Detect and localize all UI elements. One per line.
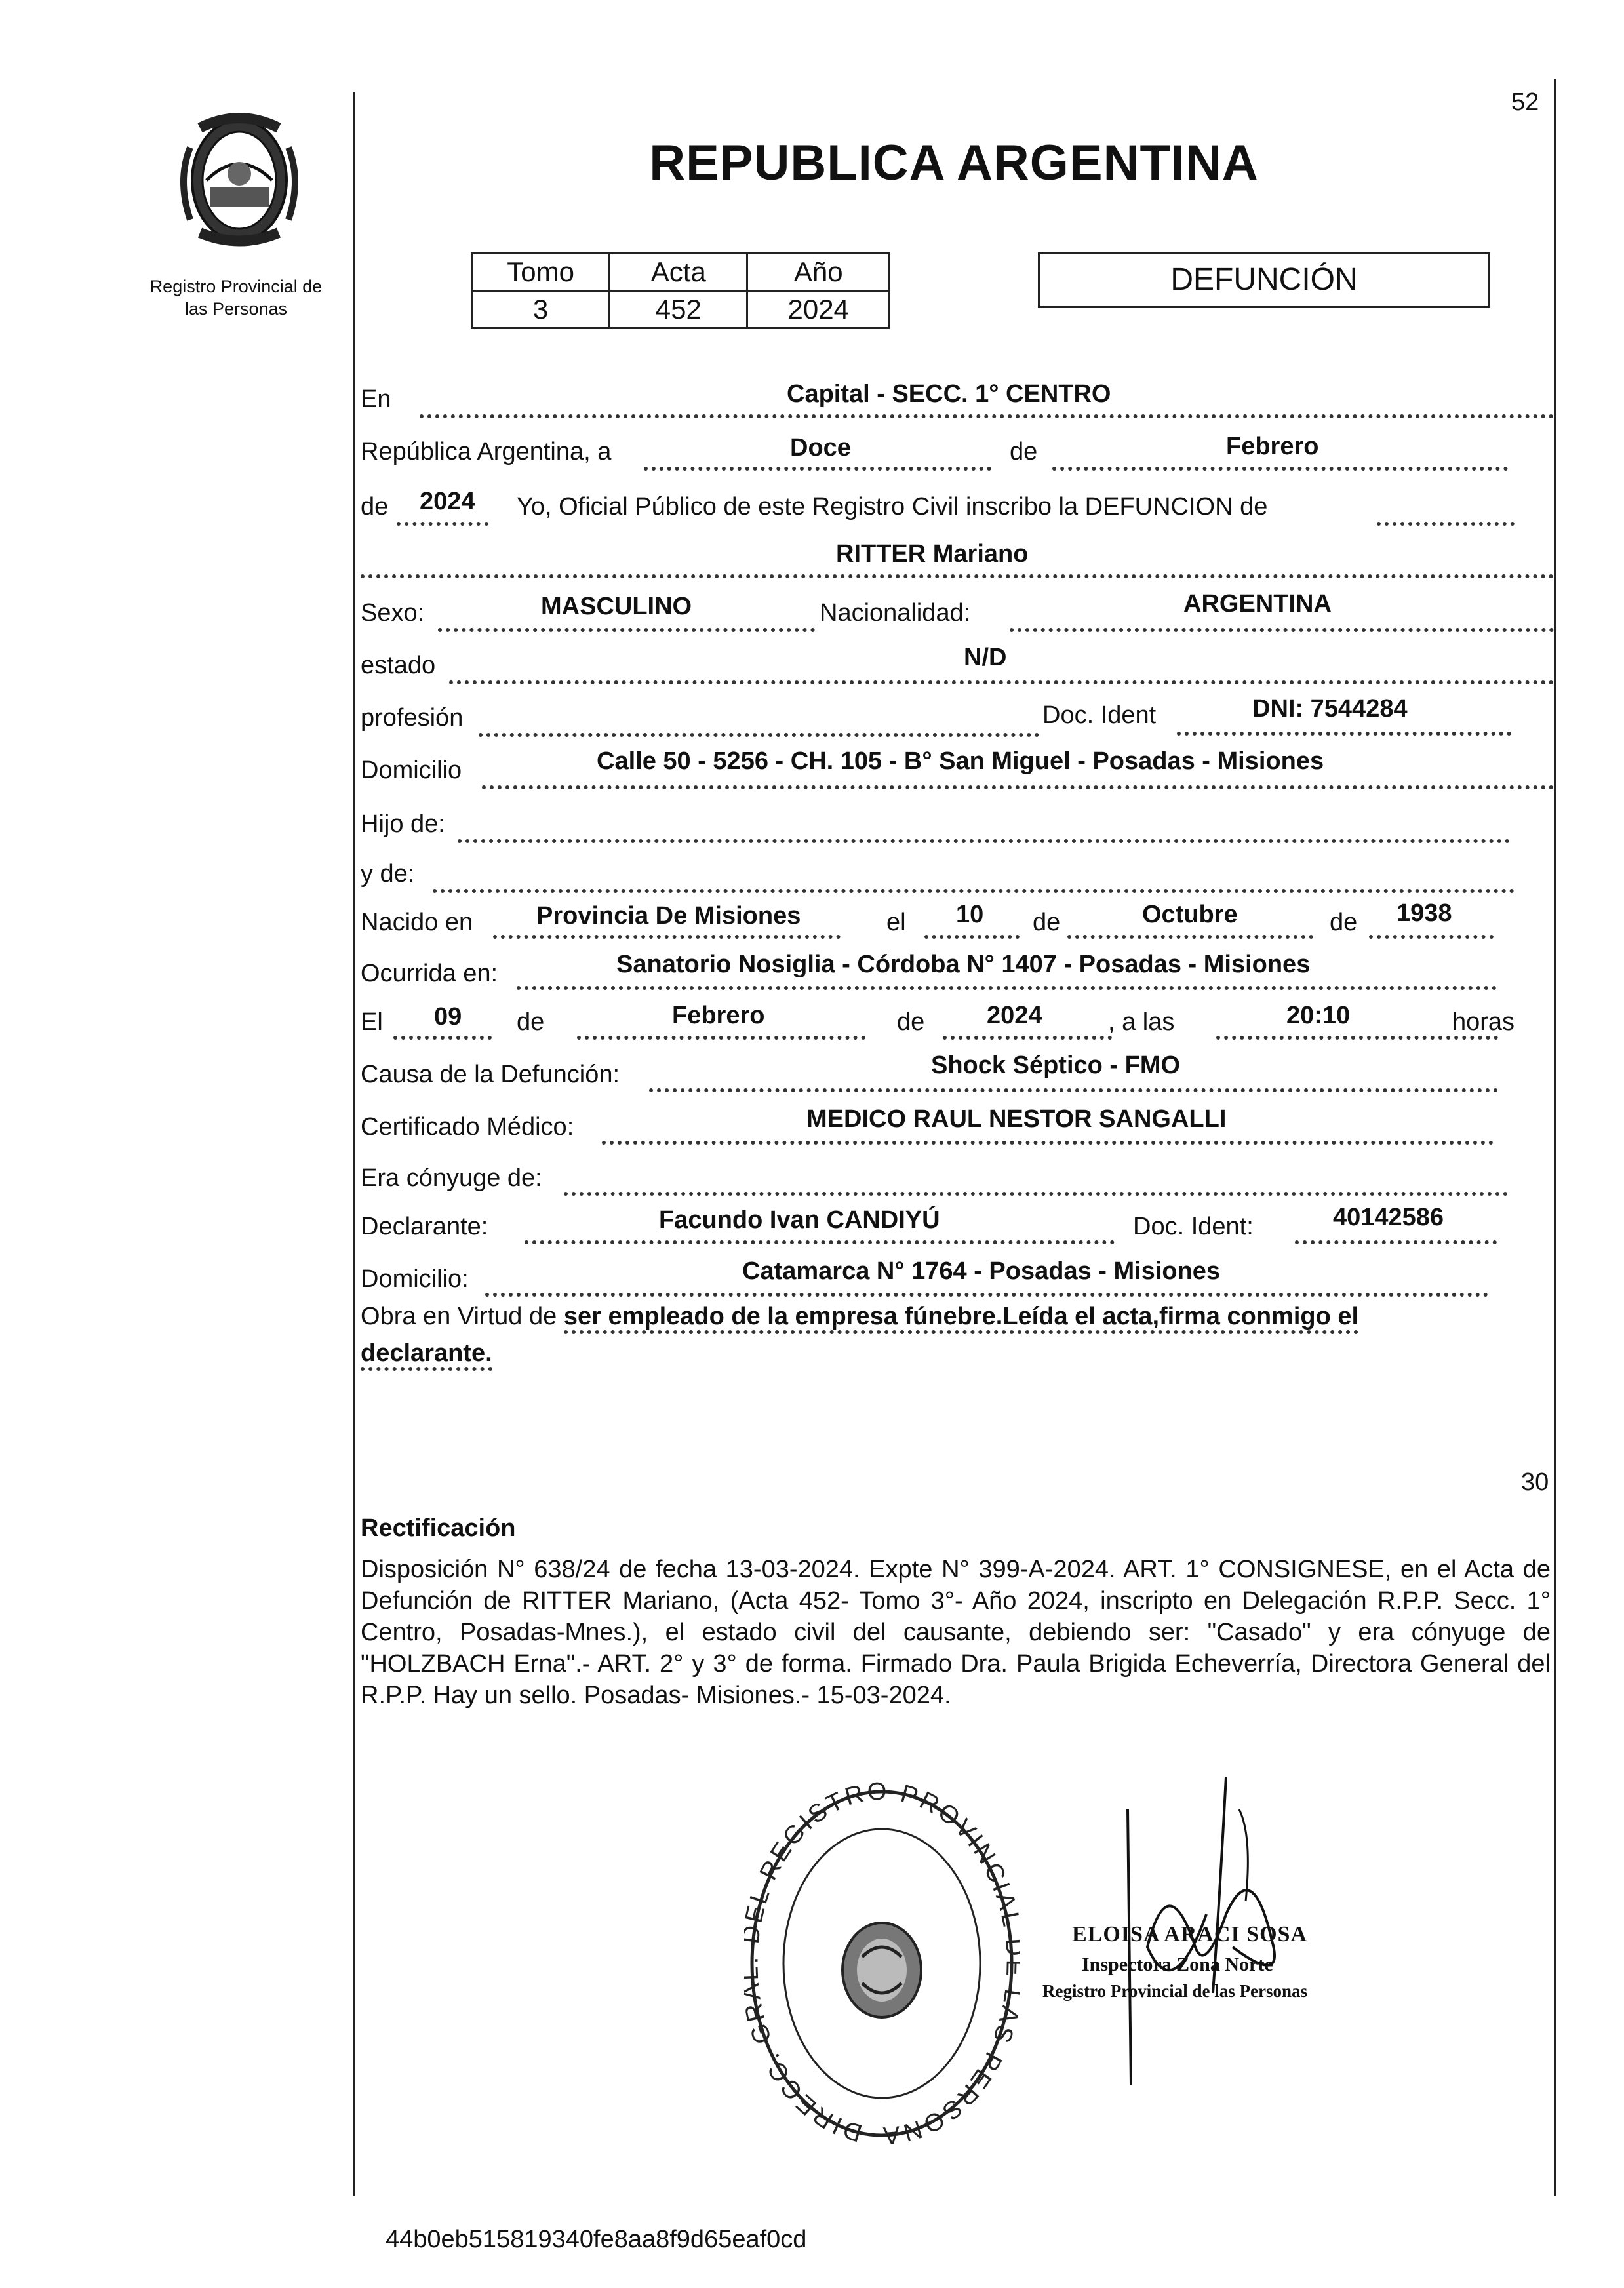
decl-doc-label: Doc. Ident:: [1133, 1213, 1254, 1240]
acta-value: 452: [610, 291, 747, 328]
mes-value: Febrero: [1226, 433, 1319, 460]
def-anio: 2024: [987, 1002, 1042, 1029]
causa-label: Causa de la Defunción:: [361, 1061, 620, 1088]
en-dots: [420, 414, 1554, 418]
declarante-value: Facundo Ivan CANDIYÚ: [659, 1206, 940, 1234]
row-en: [0, 380, 1624, 420]
row-estado: [0, 644, 1624, 683]
signatory-org: Registro Provincial de las Personas: [1042, 1981, 1307, 2001]
row-declarante: [0, 1200, 1624, 1239]
yo-text: Yo, Oficial Público de este Registro Civil inscribo la DEFUNCION de: [517, 493, 1268, 521]
def-el-label: El: [361, 1008, 383, 1036]
rectificacion-text: Disposición N° 638/24 de fecha 13-03-2024. Expte N° 399-A-2024. ART. 1° CONSIGNESE, en el Acta de Defunción de RITTER Mariano, (Acta 452- Tomo 3°- Año 2024, inscripto en Delegación R.P.P. Secc. 1° Centro, Posadas-Mnes.), el estado civil del causante, debiendo ser: "Casado" y era cónyuge de "HOLZBACH Erna".- ART. 2° y 3° de forma. Firmado Dra. Paula Brigida Echeverría, Directora General del R.P.P. Hay un sello. Posadas- Misiones.- 15-03-2024.: [361, 1556, 1551, 1709]
anio-value: 2024: [747, 291, 890, 328]
estado-dots: [449, 680, 1554, 684]
ocurrida-value: Sanatorio Nosiglia - Córdoba N° 1407 - Posadas - Misiones: [616, 951, 1311, 978]
decl-doc-value: 40142586: [1333, 1204, 1444, 1231]
hijo-dots: [458, 839, 1510, 843]
signatory-name: ELOISA ARACI SOSA: [1072, 1922, 1308, 1946]
def-dia-dots: [393, 1036, 492, 1040]
nac-dia-dots: [924, 935, 1020, 939]
en-label: En: [361, 385, 391, 413]
misiones-coat-of-arms-icon: [164, 108, 315, 252]
republica-label: República Argentina, a: [361, 438, 612, 465]
nac-de1-label: de: [1033, 909, 1061, 936]
decl-dom-dots: [485, 1293, 1488, 1297]
official-stamp-icon: [744, 1780, 1020, 2147]
anio-header: Año: [747, 254, 890, 291]
nac-dia: 10: [956, 901, 984, 928]
row-fecha-defuncion: [0, 995, 1624, 1035]
yde-label: y de:: [361, 860, 415, 888]
nac-anio-dots: [1369, 935, 1494, 939]
row-nacido: [0, 893, 1624, 936]
nacionalidad-label: Nacionalidad:: [820, 599, 971, 627]
stamp-text: DIRECC. G L REGISTRO PROVINCIA S PERSONA: [744, 1780, 1020, 2147]
estado-label: estado: [361, 652, 436, 679]
declarante-label: Declarante:: [361, 1213, 488, 1240]
registro-line2: las Personas: [184, 299, 288, 319]
row-certificado: [0, 1100, 1624, 1139]
certificado-label: Certificado Médico:: [361, 1113, 574, 1141]
page-number: 52: [1511, 89, 1539, 116]
anio-value: 2024: [420, 488, 475, 515]
profesion-label: profesión: [361, 704, 464, 732]
document-hash: 44b0eb515819340fe8aa8f9d65eaf0cd: [386, 2226, 807, 2253]
de-label: de: [1010, 438, 1038, 465]
tomo-value: 3: [472, 291, 610, 328]
domicilio-value: Calle 50 - 5256 - CH. 105 - B° San Miguel - Posadas - Misiones: [597, 747, 1324, 775]
decl-dom-label: Domicilio:: [361, 1265, 469, 1293]
row-causa: [0, 1048, 1624, 1087]
def-hora: 20:10: [1286, 1002, 1351, 1029]
page-number-lower: 30: [1521, 1469, 1549, 1496]
doc-label: Doc. Ident: [1042, 701, 1157, 729]
page-title: REPUBLICA ARGENTINA: [649, 135, 1259, 191]
row-republica: [0, 433, 1624, 472]
decl-doc-dots: [1295, 1240, 1497, 1244]
sexo-label: Sexo:: [361, 599, 425, 627]
obra-value-line2: declarante.: [361, 1339, 492, 1371]
row-nombre: [0, 538, 1624, 577]
row-yde: [0, 851, 1624, 890]
row-decl-domicilio: [0, 1252, 1624, 1292]
alas-label: , a las: [1108, 1008, 1175, 1036]
doc-dots: [1177, 732, 1511, 736]
causa-value: Shock Séptico - FMO: [931, 1052, 1181, 1079]
yo-dots: [1377, 522, 1515, 526]
row-profesion: [0, 695, 1624, 734]
row-ocurrida: [0, 944, 1624, 987]
anio-prefix: de: [361, 493, 389, 521]
nacionalidad-dots: [1010, 628, 1554, 632]
def-dia: 09: [434, 1003, 462, 1031]
decl-dom-value: Catamarca N° 1764 - Posadas - Misiones: [742, 1257, 1221, 1285]
def-mes-dots: [577, 1036, 865, 1040]
estado-value: N/D: [964, 644, 1007, 671]
domicilio-dots: [482, 785, 1554, 789]
row-anio: [0, 485, 1624, 524]
dia-value: Doce: [790, 434, 851, 462]
row-hijo: [0, 801, 1624, 840]
en-value: Capital - SECC. 1° CENTRO: [787, 380, 1111, 408]
ocurrida-label: Ocurrida en:: [361, 960, 498, 987]
signature-block: [1036, 1770, 1377, 2111]
domicilio-label: Domicilio: [361, 757, 462, 784]
acta-header: Acta: [610, 254, 747, 291]
anio-dots: [397, 522, 488, 526]
hijo-label: Hijo de:: [361, 810, 445, 838]
nac-el-label: el: [886, 909, 906, 936]
ocurrida-dots: [517, 986, 1497, 990]
obra-paragraph: [361, 1298, 1541, 1371]
row-sexo: [0, 590, 1624, 629]
nacionalidad-value: ARGENTINA: [1183, 590, 1332, 618]
certificado-dots: [602, 1141, 1494, 1145]
registro-line1: Registro Provincial de: [149, 277, 323, 296]
row-conyuge: [0, 1153, 1624, 1192]
nac-mes-dots: [1067, 935, 1313, 939]
doc-value: DNI: 7544284: [1252, 695, 1408, 722]
mes-dots: [1052, 467, 1508, 471]
conyuge-dots: [564, 1192, 1508, 1196]
conyuge-label: Era cónyuge de:: [361, 1164, 542, 1192]
registro-label: [125, 275, 347, 320]
nac-mes: Octubre: [1142, 901, 1238, 928]
nacido-label: Nacido en: [361, 909, 473, 936]
def-anio-dots: [943, 1036, 1112, 1040]
def-de1-label: de: [517, 1008, 545, 1036]
declarante-dots: [525, 1240, 1115, 1244]
row-domicilio: [0, 747, 1624, 787]
nac-anio: 1938: [1396, 899, 1452, 927]
dia-dots: [644, 467, 991, 471]
tomo-header: Tomo: [472, 254, 610, 291]
causa-dots: [649, 1088, 1498, 1092]
nacido-lugar-dots: [493, 935, 841, 939]
def-mes: Febrero: [672, 1002, 765, 1029]
horas-label: horas: [1452, 1008, 1515, 1036]
nac-de2-label: de: [1330, 909, 1358, 936]
obra-label: Obra en Virtud de: [361, 1303, 557, 1330]
obra-value-line1: ser empleado de la empresa fúnebre.Leída el acta,firma conmigo el: [564, 1303, 1358, 1334]
def-de2-label: de: [897, 1008, 925, 1036]
nombre-value: RITTER Mariano: [836, 540, 1029, 568]
record-type-box: DEFUNCIÓN: [1038, 252, 1490, 308]
signatory-role: Inspectora Zona Norte: [1082, 1954, 1273, 1975]
rectificacion-title: Rectificación: [361, 1514, 516, 1542]
nombre-dots: [361, 574, 1554, 578]
record-number-table: [471, 252, 890, 329]
sexo-value: MASCULINO: [541, 593, 692, 620]
certificado-value: MEDICO RAUL NESTOR SANGALLI: [806, 1105, 1227, 1133]
sexo-dots: [438, 628, 815, 632]
nacido-lugar: Provincia De Misiones: [536, 902, 801, 930]
profesion-dots: [479, 733, 1039, 737]
